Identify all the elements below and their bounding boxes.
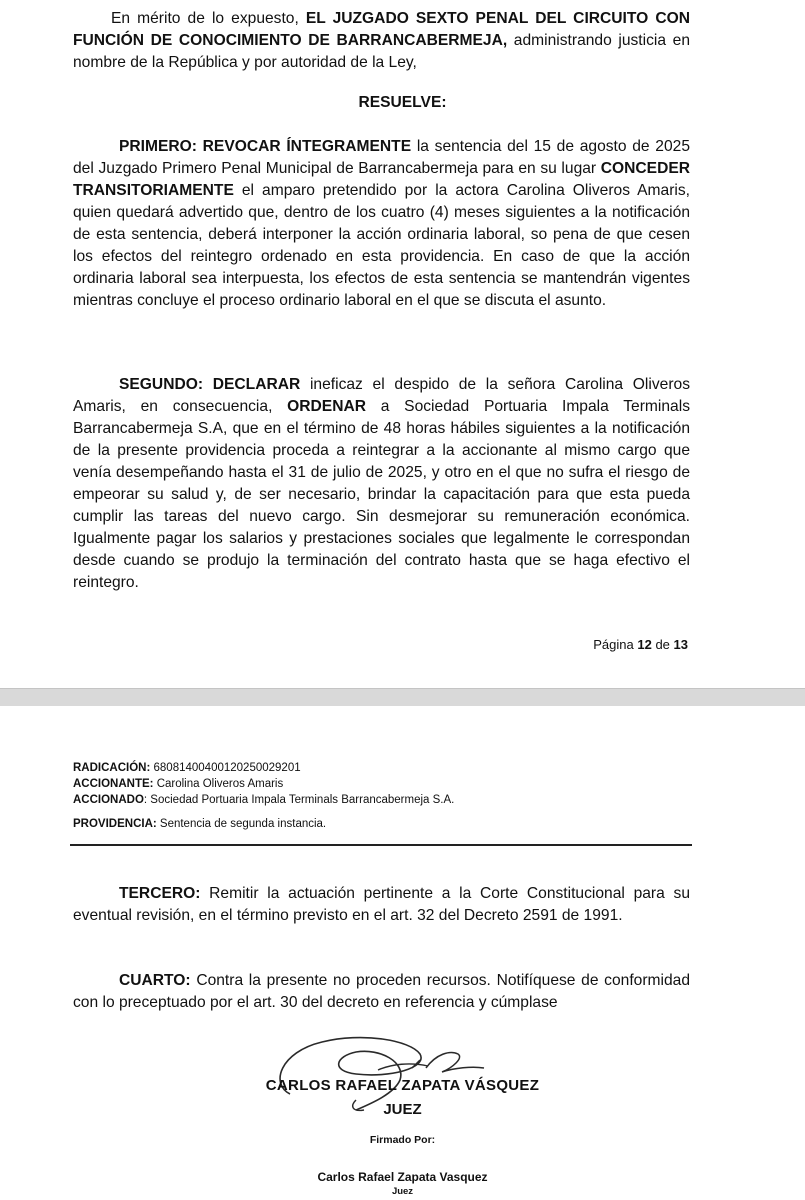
segundo-heading: SEGUNDO: DECLARAR xyxy=(119,376,301,393)
tercero-heading: TERCERO: xyxy=(119,885,201,902)
cuarto-text: Contra la presente no proceden recursos. Notifíquese de conformidad con lo preceptuado por el art. 30 del decreto en referencia y cúmplase xyxy=(73,972,690,1011)
segundo-ordenar: ORDENAR xyxy=(287,398,366,415)
radicacion-label: RADICACIÓN: xyxy=(73,762,151,774)
primero-heading: PRIMERO: REVOCAR ÍNTEGRAMENTE xyxy=(119,138,412,155)
cuarto-heading: CUARTO: xyxy=(119,972,191,989)
tercero-text: Remitir la actuación pertinente a la Corte Constitucional para su eventual revisión, en el término previsto en el art. 32 del Decreto 2591 de 1991. xyxy=(73,885,690,924)
resuelve-heading: RESUELVE: xyxy=(358,94,447,111)
segundo-text-1: ineficaz el despido de la señora Carolina Oliveros Amaris, en consecuencia, xyxy=(73,376,690,415)
accionante-label: ACCIONANTE: xyxy=(73,778,154,790)
digital-signer-name: Carlos Rafael Zapata Vasquez xyxy=(317,1170,488,1184)
providencia-line xyxy=(73,816,693,832)
primero-text-2: el amparo pretendido por la actora Carolina Oliveros Amaris, quien quedará advertido que, dentro de los cuatro (4) meses siguientes a la notificación de esta sentencia, deberá interponer la acción ordinaria laboral, so pena de que cesen los efectos del reintegro ordenado en esta providencia. En caso de que la acción ordinaria laboral sea interpuesta, los efectos de esta sentencia se mantendrán vigentes mientras concluye el proceso ordinario laboral en el que se discuta el asunto. xyxy=(73,182,690,309)
intro-text-2: administrando justicia en nombre de la República y por autoridad de la Ley, xyxy=(73,32,690,71)
page-label: Página xyxy=(593,637,634,652)
radicacion-value: 68081400400120250029201 xyxy=(150,762,301,774)
segundo-paragraph xyxy=(73,374,690,594)
primero-text-1: la sentencia del 15 de agosto de 2025 del Juzgado Primero Penal Municipal de Barrancabermeja para en su lugar xyxy=(73,138,690,177)
providencia-label: PROVIDENCIA: xyxy=(73,818,157,830)
page-of: de xyxy=(655,637,670,652)
tercero-paragraph xyxy=(73,883,690,927)
page-current: 12 xyxy=(637,637,652,652)
accionado-label: ACCIONADO xyxy=(73,794,144,806)
segundo-text-2: a Sociedad Portuaria Impala Terminals Barrancabermeja S.A, que en el término de 48 horas hábiles siguientes a la notificación de la presente providencia proceda a reintegrar a la accionante al mismo cargo que venía desempeñando hasta el 31 de julio de 2025, y otro en el que no sufra el riesgo de empeorar su salud y, de ser necesario, brindar la capacitación para que esta pueda cumplir las tareas del nuevo cargo. Sin desmejorar su remuneración económica. Igualmente pagar los salarios y prestaciones sociales que legalmente le correspondan desde cuando se produjo la terminación del contrato hasta que se haga efectivo el reintegro. xyxy=(73,398,690,591)
page-total: 13 xyxy=(673,637,688,652)
judge-name: CARLOS RAFAEL ZAPATA VÁSQUEZ xyxy=(265,1077,540,1094)
intro-court-name: EL JUZGADO SEXTO PENAL DEL CIRCUITO CON FUNCIÓN DE CONOCIMIENTO DE BARRANCABERMEJA, xyxy=(73,10,690,49)
page-number xyxy=(593,637,688,652)
accionante-line xyxy=(73,776,693,792)
accionado-value: : Sociedad Portuaria Impala Terminals Barrancabermeja S.A. xyxy=(143,794,455,806)
intro-paragraph xyxy=(73,8,690,74)
providencia-value: Sentencia de segunda instancia. xyxy=(156,818,327,830)
firmado-por-label: Firmado Por: xyxy=(369,1134,436,1146)
digital-signer-role: Juez xyxy=(391,1186,414,1197)
primero-paragraph xyxy=(73,136,690,312)
radicacion-line xyxy=(73,760,693,776)
header-divider xyxy=(70,844,692,846)
case-header xyxy=(73,760,693,832)
primero-conceder: CONCEDER TRANSITORIAMENTE xyxy=(73,160,690,199)
accionado-line xyxy=(73,792,693,808)
page-separator xyxy=(0,688,805,708)
cuarto-paragraph xyxy=(73,970,690,1014)
accionante-value: Carolina Oliveros Amaris xyxy=(153,778,284,790)
judge-role: JUEZ xyxy=(383,1101,422,1118)
intro-text-1: En mérito de lo expuesto, xyxy=(111,10,306,27)
